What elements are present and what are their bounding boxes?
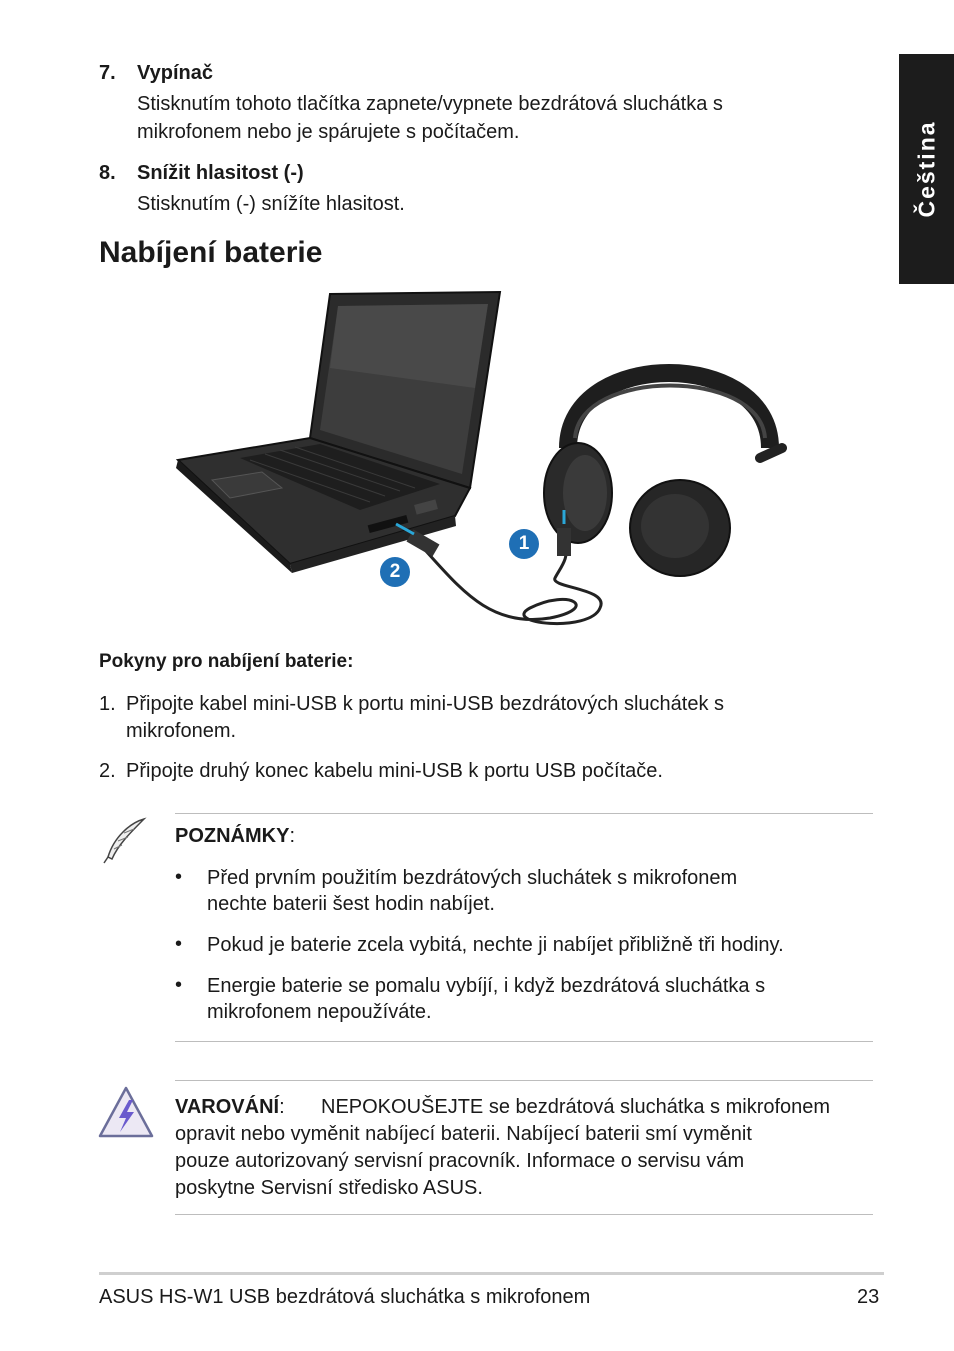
charging-illustration <box>170 288 790 638</box>
notes-bottom-divider <box>175 1041 873 1042</box>
instructions-title: Pokyny pro nabíjení baterie: <box>99 651 354 672</box>
note-2-bullet: • <box>175 933 183 955</box>
warning-line-1: NEPOKOUŠEJTE se bezdrátová sluchátka s mikrofonem <box>321 1096 831 1118</box>
footer-divider <box>99 1272 884 1275</box>
warning-line-4: poskytne Servisní středisko ASUS. <box>175 1177 483 1199</box>
step-badge-1: 1 <box>509 529 539 559</box>
page-number: 23 <box>857 1286 880 1308</box>
note-1-bullet: • <box>175 866 183 888</box>
item-7-line-2: mikrofonem nebo je spárujete s počítačem. <box>137 121 520 143</box>
item-7-line-1: Stisknutím tohoto tlačítka zapnete/vypnete bezdrátová sluchátka s <box>137 93 723 115</box>
note-1-line-1: Před prvním použitím bezdrátových sluchátek s mikrofonem <box>207 867 738 889</box>
item-7-title: Vypínač <box>137 62 213 84</box>
item-7-number: 7. <box>99 62 116 84</box>
section-title: Nabíjení baterie <box>99 236 323 269</box>
notes-top-divider <box>175 813 873 814</box>
footer-title: ASUS HS-W1 USB bezdrátová sluchátka s mikrofonem <box>99 1286 591 1308</box>
step-2-number: 2. <box>99 760 116 782</box>
step-1-line-2: mikrofonem. <box>126 720 237 742</box>
warning-colon: : <box>279 1096 285 1118</box>
language-tab <box>899 54 954 284</box>
note-3-line-1: Energie baterie se pomalu vybíjí, i když bezdrátová sluchátka s <box>207 975 766 997</box>
item-8-number: 8. <box>99 162 116 184</box>
note-1-line-2: nechte baterii šest hodin nabíjet. <box>207 893 495 915</box>
warning-line-2: opravit nebo vyměnit nabíjecí baterii. Nabíjecí baterii smí vyměnit <box>175 1123 752 1145</box>
laptop-icon <box>176 292 500 573</box>
warning-top-divider <box>175 1080 873 1081</box>
warning-label-line <box>175 1093 285 1121</box>
feather-pen-icon <box>100 815 150 865</box>
step-2-line-1: Připojte druhý konec kabelu mini-USB k portu USB počítače. <box>126 760 663 782</box>
warning-bottom-divider <box>175 1214 873 1215</box>
step-badge-2: 2 <box>380 557 410 587</box>
item-8-line-1: Stisknutím (-) snížíte hlasitost. <box>137 193 405 215</box>
note-2-line-1: Pokud je baterie zcela vybitá, nechte ji nabíjet přibližně tři hodiny. <box>207 934 784 956</box>
notes-label: POZNÁMKY <box>175 825 290 847</box>
headset-icon <box>544 373 782 576</box>
item-8-title: Snížit hlasitost (-) <box>137 162 304 184</box>
step-1-number: 1. <box>99 693 116 715</box>
warning-label: VAROVÁNÍ <box>175 1096 280 1118</box>
mini-usb-plug-icon <box>557 528 571 556</box>
notes-heading <box>175 822 295 850</box>
warning-line-3: pouze autorizovaný servisní pracovník. Informace o servisu vám <box>175 1150 745 1172</box>
note-3-bullet: • <box>175 974 183 996</box>
language-tab-label: Čeština <box>913 120 939 218</box>
warning-lightning-icon <box>98 1084 154 1140</box>
step-1-line-1: Připojte kabel mini-USB k portu mini-USB bezdrátových sluchátek s <box>126 693 725 715</box>
notes-colon: : <box>289 825 296 847</box>
note-3-line-2: mikrofonem nepoužíváte. <box>207 1001 432 1023</box>
